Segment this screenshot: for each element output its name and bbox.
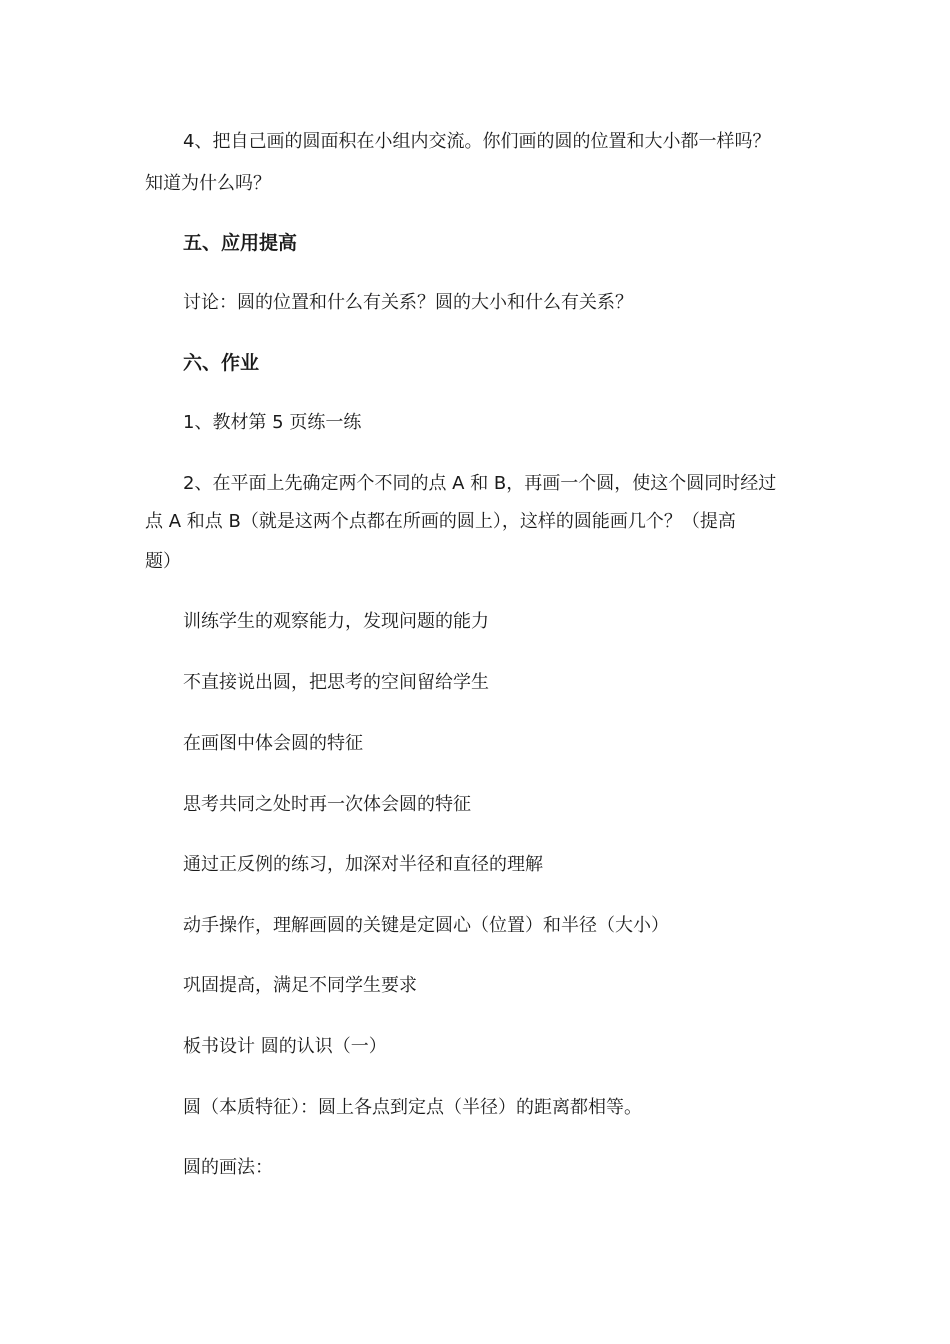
section5-discussion: 讨论：圆的位置和什么有关系？圆的大小和什么有关系？ [183,292,633,313]
section6-heading: 六、作业 [183,352,260,374]
circle-definition: 圆（本质特征）：圆上各点到定点（半径）的距离都相等。 [183,1097,642,1118]
note-line: 通过正反例的练习，加深对半径和直径的理解 [183,854,543,875]
note-line: 不直接说出圆，把思考的空间留给学生 [183,672,489,693]
note-line: 巩固提高，满足不同学生要求 [183,975,417,996]
circle-drawing-method: 圆的画法： [183,1157,273,1178]
section5-heading: 五、应用提高 [183,232,298,254]
homework-item-2-line1: 2、在平面上先确定两个不同的点 A 和 B，再画一个圆，使这个圆同时经过 [183,473,777,494]
homework-item-1: 1、教材第 5 页练一练 [183,412,362,433]
note-line: 在画图中体会圆的特征 [183,733,363,754]
board-design-title: 板书设计 圆的认识（一） [183,1036,387,1057]
para4-line2: 知道为什么吗？ [145,173,271,194]
para4-line1: 4、把自己画的圆面积在小组内交流。你们画的圆的位置和大小都一样吗？ [183,131,771,152]
homework-item-2-line3: 题） [145,551,181,572]
note-line: 动手操作，理解画圆的关键是定圆心（位置）和半径（大小） [183,915,669,936]
note-line: 思考共同之处时再一次体会圆的特征 [183,794,471,815]
note-line: 训练学生的观察能力，发现问题的能力 [183,611,489,632]
homework-item-2-line2: 点 A 和点 B（就是这两个点都在所画的圆上），这样的圆能画几个？（提高 [145,511,736,532]
